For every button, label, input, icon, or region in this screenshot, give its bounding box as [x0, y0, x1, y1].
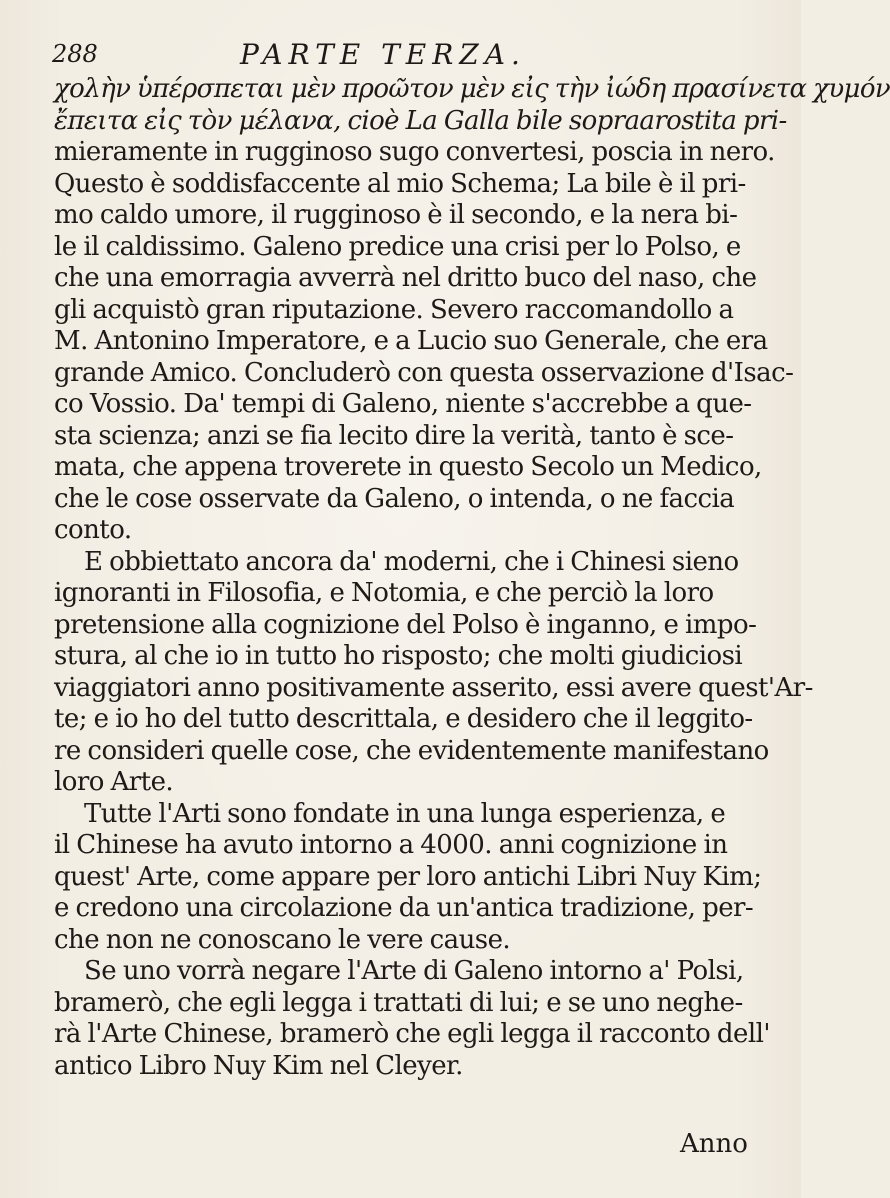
catchword: Anno: [680, 1129, 748, 1159]
text-line: e credono una circolazione da un'antica tradizione, per-: [54, 893, 754, 923]
text-line: mata, che appena troverete in questo Secolo un Medico,: [54, 452, 762, 482]
text-line: stura, al che io in tutto ho risposto; che molti giudiciosi: [54, 641, 743, 671]
text-line: re consideri quelle cose, che evidentemente manifestano: [54, 735, 769, 766]
text-line: M. Antonino Imperatore, e a Lucio suo Generale, che era: [54, 326, 768, 356]
text-line: bramerò, che egli legga i trattati di lui; e se uno neghe-: [54, 987, 743, 1018]
text-line: rà l'Arte Chinese, bramerò che egli legga il racconto dell': [54, 1019, 770, 1049]
body-text: [54, 74, 890, 1082]
text-line: gli acquistò gran riputazione. Severo raccomandollo a: [54, 294, 734, 325]
text-line: sta scienza; anzi se fia lecito dire la verità, tanto è sce-: [54, 420, 734, 451]
text-line: che una emorragia avverrà nel dritto buco del naso, che: [54, 263, 757, 293]
text-line: te; e io ho del tutto descrittala, e desidero che il leggito-: [54, 704, 753, 734]
running-head: PARTE TERZA.: [240, 38, 526, 71]
text-line: il Chinese ha avuto intorno a 4000. anni cognizione in: [54, 830, 728, 860]
page-number: 288: [52, 40, 98, 68]
text-line: pretensione alla cognizione del Polso è inganno, e impo-: [54, 609, 757, 640]
text-line: che le cose osservate da Galeno, o intenda, o ne faccia: [54, 483, 735, 514]
text-line: co Vossio. Da' tempi di Galeno, niente s'accrebbe a que-: [54, 389, 752, 419]
text-line: E obbiettato ancora da' moderni, che i Chinesi sieno: [84, 546, 739, 577]
text-line: le il caldissimo. Galeno predice una crisi per lo Polso, e: [54, 231, 741, 262]
text-line: mo caldo umore, il rugginoso è il secondo, e la nera bi-: [54, 200, 738, 230]
text-line: loro Arte.: [54, 767, 174, 797]
text-line: viaggiatori anno positivamente asserito, essi avere quest'Ar-: [54, 672, 813, 703]
text-line: conto.: [54, 515, 132, 545]
text-line: che non ne conoscano le vere cause.: [54, 924, 511, 955]
page-header: [52, 38, 752, 70]
text-line: Tutte l'Arti sono fondate in una lunga esperienza, e: [84, 798, 726, 829]
text-line: grande Amico. Concluderò con questa osservazione d'Isac-: [54, 357, 794, 388]
text-line: ignoranti in Filosofia, e Notomia, e che perciò la loro: [54, 578, 714, 608]
text-line: Se uno vorrà negare l'Arte di Galeno intorno a' Polsi,: [84, 956, 744, 986]
text-line: Questo è soddisfaccente al mio Schema; La bile è il pri-: [54, 168, 746, 199]
text-line: χολὴν ὑπέρσπεται μὲν προῶτον μὲν εἰς τὴν ἰώδη πρασίνετα χυμόν: [54, 74, 890, 104]
text-line: quest' Arte, come appare per loro antichi Libri Nuy Kim;: [54, 861, 762, 892]
text-line: ἔπειτα εἰς τὸν μέλανα, cioè La Galla bile sopraarostita pri-: [54, 105, 787, 136]
text-line: antico Libro Nuy Kim nel Cleyer.: [54, 1050, 463, 1081]
text-line: mieramente in rugginoso sugo convertesi, poscia in nero.: [54, 137, 775, 167]
